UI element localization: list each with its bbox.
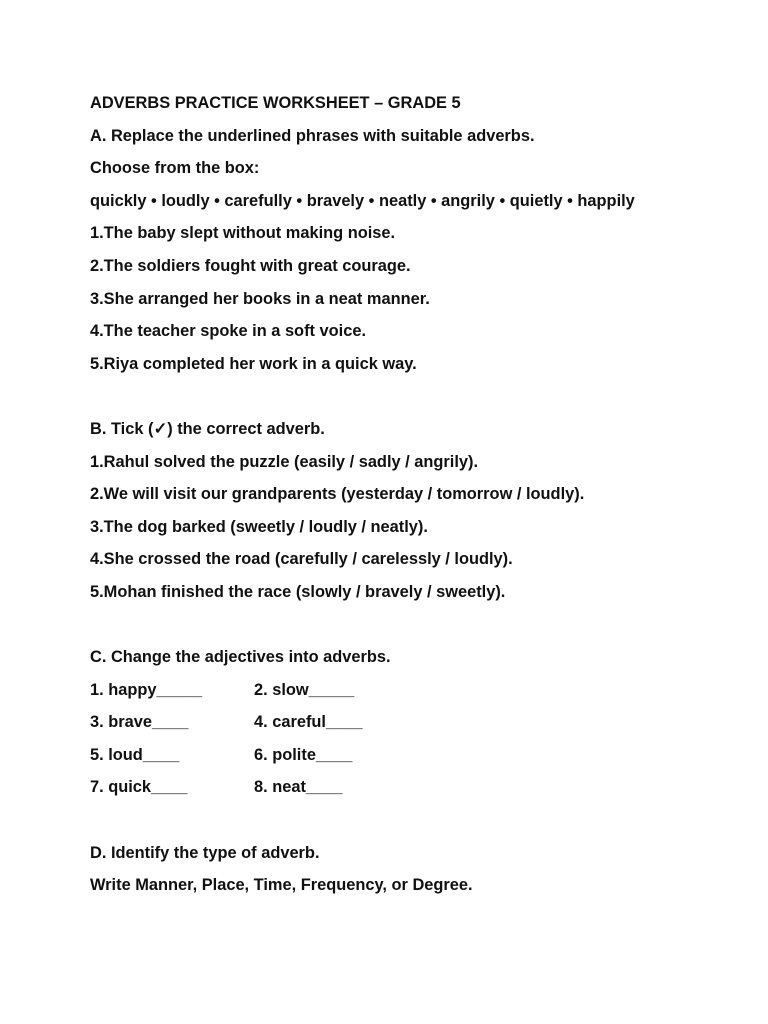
section-c-item: 7. quick____ <box>90 778 188 797</box>
section-b-item: 5.Mohan finished the race (slowly / bravely / sweetly). <box>90 582 506 601</box>
section-b-item: 3.The dog barked (sweetly / loudly / neatly). <box>90 517 428 536</box>
section-b-item: 2.We will visit our grandparents (yesterday / tomorrow / loudly). <box>90 485 585 504</box>
section-c-item: 1. happy_____ <box>90 680 203 699</box>
worksheet-title: ADVERBS PRACTICE WORKSHEET – GRADE 5 <box>90 94 461 112</box>
section-c-item: 6. polite____ <box>254 745 353 764</box>
spacer <box>90 614 750 636</box>
worksheet-content <box>90 92 750 907</box>
section-c-heading: C. Change the adjectives into adverbs. <box>90 648 391 667</box>
section-d-heading: D. Identify the type of adverb. <box>90 843 320 862</box>
section-c-row <box>90 679 750 701</box>
spacer <box>90 809 750 831</box>
section-b-heading: B. Tick (✓) the correct adverb. <box>90 419 325 438</box>
section-c-item: 8. neat____ <box>254 778 343 797</box>
section-c-row <box>90 744 750 766</box>
section-a-heading: A. Replace the underlined phrases with suitable adverbs. <box>90 126 535 145</box>
section-b-item: 1.Rahul solved the puzzle (easily / sadly / angrily). <box>90 452 479 471</box>
section-a-item: 2.The soldiers fought with great courage. <box>90 256 411 275</box>
section-b-item: 4.She crossed the road (carefully / carelessly / loudly). <box>90 550 513 569</box>
section-c-item: 4. careful____ <box>254 713 363 732</box>
spacer <box>90 385 750 407</box>
section-a-item: 5.Riya completed her work in a quick way. <box>90 354 417 373</box>
section-d-instruction: Write Manner, Place, Time, Frequency, or Degree. <box>90 876 473 895</box>
section-a-item: 4.The teacher spoke in a soft voice. <box>90 322 367 341</box>
section-a-instruction: Choose from the box: <box>90 159 260 178</box>
section-c-item: 3. brave____ <box>90 713 189 732</box>
section-a-item: 3.She arranged her books in a neat manner. <box>90 289 430 308</box>
section-a-word-box: quickly • loudly • carefully • bravely • neatly • angrily • quietly • happily <box>90 191 635 210</box>
section-c-item: 5. loud____ <box>90 745 180 764</box>
section-c-row <box>90 776 750 798</box>
section-c-row <box>90 711 750 733</box>
section-a-item: 1.The baby slept without making noise. <box>90 224 396 243</box>
section-c-item: 2. slow_____ <box>254 680 355 699</box>
